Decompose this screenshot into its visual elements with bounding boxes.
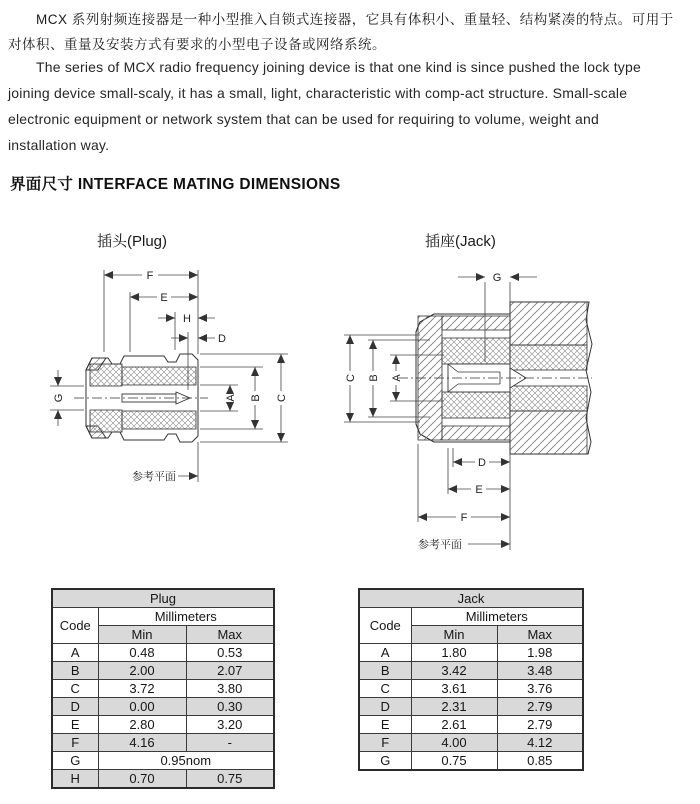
plug-dim-f: F: [146, 270, 154, 282]
jack-dim-f: F: [460, 512, 468, 524]
table-cell: 0.85: [497, 752, 583, 771]
section-heading-zh: 界面尺寸: [10, 176, 74, 193]
intro-zh-line-1: MCX 系列射频连接器是一种小型推入自锁式连接器，它具有体积小、重量轻、结构紧凑的特点。可用于: [36, 12, 674, 27]
table-cell: D: [359, 698, 411, 716]
column-header-max: Max: [497, 626, 583, 644]
column-header-code: Code: [359, 608, 411, 644]
intro-en-line-2: joining device small-scaly, it has a small, light, characteristic with comp-act structure. Small-scale: [8, 85, 628, 101]
table-cell: B: [52, 662, 98, 680]
plug-dim-b: B: [250, 394, 262, 402]
section-heading: [10, 172, 341, 194]
plug-dim-d: D: [218, 333, 226, 345]
table-cell: 0.30: [186, 698, 274, 716]
table-row: [52, 608, 274, 626]
table-row: [359, 644, 583, 662]
table-row: [359, 608, 583, 626]
table-cell: 2.79: [497, 716, 583, 734]
table-row: [52, 589, 274, 608]
table-cell: 0.53: [186, 644, 274, 662]
plug-ref-plane-label: 参考平面: [132, 471, 176, 483]
jack-drawing: [340, 252, 700, 565]
table-row: [52, 680, 274, 698]
plug-caption: 插头(Plug): [97, 233, 168, 250]
table-row: [52, 644, 274, 662]
table-cell: 4.16: [98, 734, 186, 752]
table-cell: 2.00: [98, 662, 186, 680]
table-cell: 4.12: [497, 734, 583, 752]
table-row: [52, 734, 274, 752]
column-header-min: Min: [411, 626, 497, 644]
table-row: [359, 716, 583, 734]
table-row: [52, 662, 274, 680]
table-cell: 1.98: [497, 644, 583, 662]
jack-dim-d: D: [478, 457, 486, 469]
table-row: [359, 589, 583, 608]
table-cell: 0.75: [411, 752, 497, 771]
table-cell: C: [359, 680, 411, 698]
table-cell: C: [52, 680, 98, 698]
jack-table-title: Jack: [359, 589, 583, 608]
plug-dim-a: A: [225, 394, 237, 402]
jack-dim-e: E: [475, 484, 483, 496]
table-row: [52, 770, 274, 789]
table-cell: -: [186, 734, 274, 752]
table-cell: 3.76: [497, 680, 583, 698]
table-cell: D: [52, 698, 98, 716]
jack-dim-a: A: [391, 374, 403, 382]
jack-body: [398, 302, 592, 454]
intro-en-line-3: electronic equipment or network system that can be used for requiring to volume, weight and: [8, 111, 599, 127]
plug-dim-g: G: [53, 393, 65, 403]
table-cell: 4.00: [411, 734, 497, 752]
table-cell: A: [52, 644, 98, 662]
table-cell: 0.48: [98, 644, 186, 662]
table-cell: 3.61: [411, 680, 497, 698]
plug-drawing: [38, 252, 308, 497]
plug-table-title: Plug: [52, 589, 274, 608]
table-cell: B: [359, 662, 411, 680]
table-cell: 3.48: [497, 662, 583, 680]
table-cell: 2.61: [411, 716, 497, 734]
plug-dim-h: H: [183, 313, 191, 325]
table-cell: 2.80: [98, 716, 186, 734]
table-cell: 0.70: [98, 770, 186, 789]
table-cell: A: [359, 644, 411, 662]
plug-dim-c: C: [276, 394, 288, 402]
column-header-max: Max: [186, 626, 274, 644]
table-row: [359, 662, 583, 680]
table-row: [52, 716, 274, 734]
plug-dim-e: E: [160, 292, 168, 304]
table-row: [52, 698, 274, 716]
table-cell: 0.00: [98, 698, 186, 716]
column-header-min: Min: [98, 626, 186, 644]
jack-dim-c: C: [345, 374, 357, 382]
table-cell: E: [52, 716, 98, 734]
table-row: [359, 734, 583, 752]
table-cell: F: [359, 734, 411, 752]
table-cell: 2.31: [411, 698, 497, 716]
table-cell: 3.72: [98, 680, 186, 698]
jack-ref-plane-label: 参考平面: [418, 539, 462, 551]
intro-en-line-4: installation way.: [8, 137, 110, 153]
jack-dim-g: G: [492, 272, 502, 284]
table-cell: 3.80: [186, 680, 274, 698]
section-heading-en: INTERFACE MATING DIMENSIONS: [77, 176, 341, 193]
table-row: [359, 698, 583, 716]
jack-dimension-table: [358, 588, 584, 771]
table-cell: 3.42: [411, 662, 497, 680]
column-header-code: Code: [52, 608, 98, 644]
jack-caption: 插座(Jack): [425, 233, 496, 250]
column-header-unit: Millimeters: [98, 608, 274, 626]
table-row: [359, 752, 583, 771]
intro-en-line-1: The series of MCX radio frequency joining device is that one kind is since pushed the lock type: [36, 59, 641, 75]
table-cell: 0.75: [186, 770, 274, 789]
plug-dimension-table: [51, 588, 275, 789]
table-cell: 3.20: [186, 716, 274, 734]
intro-zh-line-2: 对体积、重量及安装方式有要求的小型电子设备或网络系统。: [8, 37, 386, 52]
table-cell: G: [52, 752, 98, 770]
table-cell: 2.07: [186, 662, 274, 680]
table-cell: G: [359, 752, 411, 771]
table-cell: E: [359, 716, 411, 734]
table-cell: H: [52, 770, 98, 789]
table-cell: 2.79: [497, 698, 583, 716]
table-row: [359, 680, 583, 698]
table-cell: 0.95nom: [98, 752, 274, 770]
jack-dim-b: B: [368, 374, 380, 382]
table-cell: F: [52, 734, 98, 752]
column-header-unit: Millimeters: [411, 608, 583, 626]
table-row: [52, 752, 274, 770]
table-cell: 1.80: [411, 644, 497, 662]
